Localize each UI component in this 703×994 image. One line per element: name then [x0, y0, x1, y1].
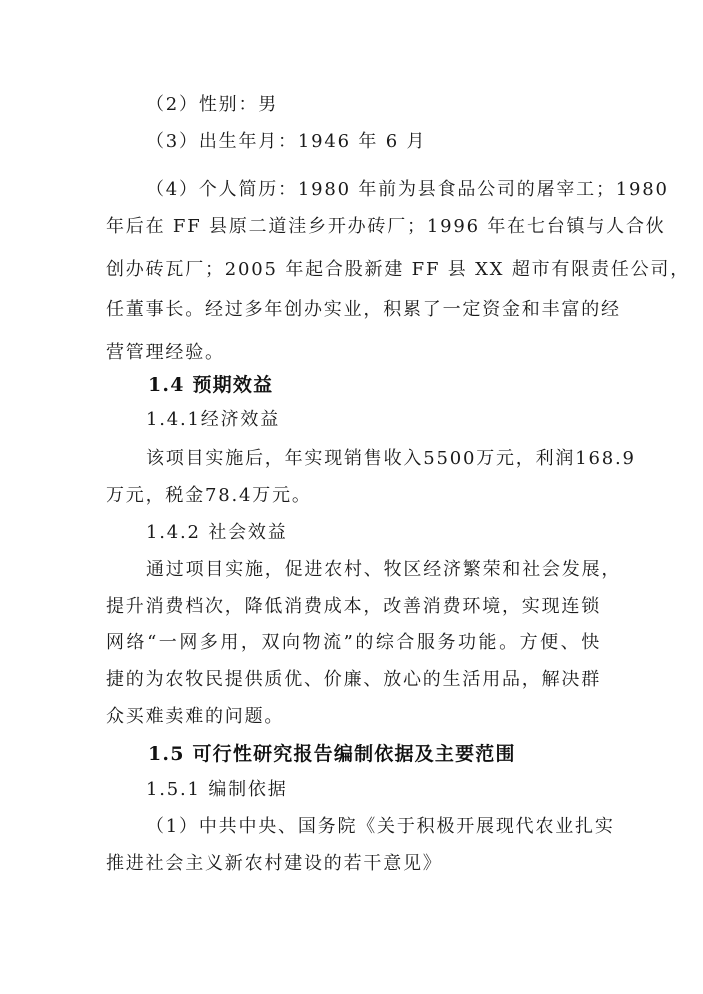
paragraph-line: 该项目实施后，年实现销售收入5500万元，利润168.9	[146, 448, 636, 469]
paragraph-line: 众买难卖难的问题。	[106, 706, 285, 727]
gender-line: （2）性别：男	[146, 94, 279, 115]
resume-line: 年后在 FF 县原二道洼乡开办砖厂；1996 年在七台镇与人合伙	[106, 216, 666, 237]
paragraph-line: 推进社会主义新农村建设的若干意见》	[106, 853, 443, 874]
paragraph-line: 提升消费档次，降低消费成本，改善消费环境，实现连锁	[106, 596, 601, 617]
section-heading-1-4: 1.4 预期效益	[148, 374, 274, 396]
subsection-title-1-4-2: 1.4.2 社会效益	[146, 522, 288, 543]
subsection-title-1-4-1: 1.4.1经济效益	[146, 409, 280, 430]
resume-line: 创办砖瓦厂；2005 年起合股新建 FF 县 XX 超市有限责任公司，	[106, 259, 691, 280]
paragraph-line: 捷的为农牧民提供质优、价廉、放心的生活用品，解决群	[106, 669, 601, 690]
paragraph-line: 万元，税金78.4万元。	[106, 485, 312, 506]
subsection-title-1-5-1: 1.5.1 编制依据	[146, 779, 288, 800]
paragraph-line: 通过项目实施，促进农村、牧区经济繁荣和社会发展，	[146, 559, 622, 580]
paragraph-line: 网络“一网多用，双向物流”的综合服务功能。方便、快	[106, 632, 601, 653]
resume-line: （4）个人简历：1980 年前为县食品公司的屠宰工；1980	[146, 179, 669, 200]
paragraph-line: （1）中共中央、国务院《关于积极开展现代农业扎实	[146, 816, 615, 837]
birth-line: （3）出生年月：1946 年 6 月	[146, 131, 427, 152]
resume-line: 营管理经验。	[106, 342, 225, 363]
section-heading-1-5: 1.5 可行性研究报告编制依据及主要范围	[148, 743, 516, 765]
resume-line: 任董事长。经过多年创办实业，积累了一定资金和丰富的经	[106, 299, 621, 320]
